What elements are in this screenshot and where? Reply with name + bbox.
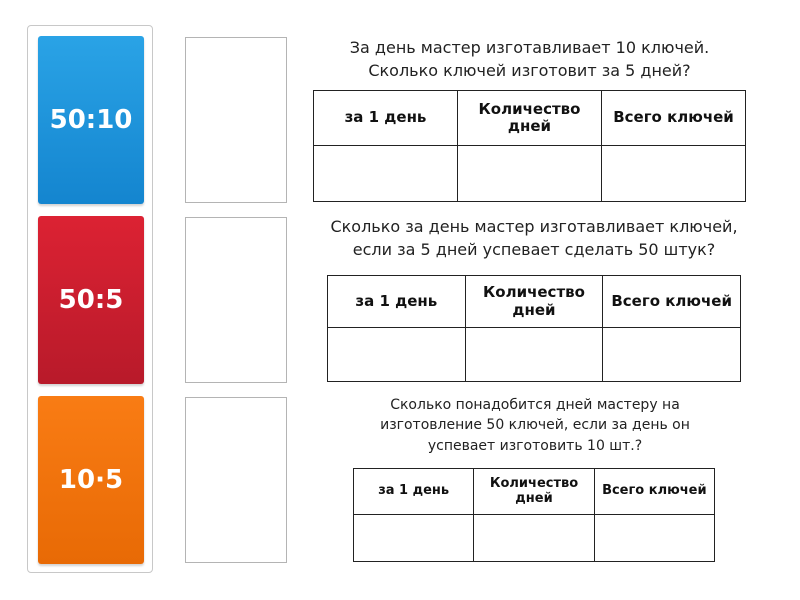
- table-cell: [603, 328, 741, 382]
- table-cell: [458, 146, 602, 202]
- table-header: Количество дней: [474, 469, 594, 515]
- card-label: 10·5: [58, 465, 124, 495]
- answer-card-50-10[interactable]: [38, 36, 144, 204]
- question-line: Сколько понадобится дней мастеру на: [390, 397, 680, 413]
- table-cell: [328, 328, 466, 382]
- table-header: Количество дней: [465, 276, 603, 328]
- table-cell: [474, 515, 594, 562]
- table-cell: [354, 515, 474, 562]
- question-line: За день мастер изготавливает 10 ключей.: [349, 38, 710, 57]
- table-header: Количество дней: [458, 91, 602, 146]
- table-header: Всего ключей: [594, 469, 714, 515]
- problem-1-question: [313, 36, 746, 82]
- problem-3-question: [355, 395, 715, 456]
- table-header: Всего ключей: [602, 91, 746, 146]
- card-label: 50:10: [49, 105, 133, 135]
- table-cell: [602, 146, 746, 202]
- answer-card-10x5[interactable]: [38, 396, 144, 564]
- table-header: за 1 день: [354, 469, 474, 515]
- problem-2-question: [320, 215, 748, 261]
- problem-3-table: [353, 468, 715, 562]
- question-line: если за 5 дней успевает сделать 50 штук?: [352, 240, 716, 260]
- question-line: успевает изготовить 10 шт.?: [427, 437, 643, 454]
- card-tray: [27, 25, 153, 573]
- table-header: за 1 день: [328, 276, 466, 328]
- question-line: изготовление 50 ключей, если за день он: [380, 417, 690, 434]
- table-header: Всего ключей: [603, 276, 741, 328]
- table-cell: [465, 328, 603, 382]
- drop-zone-2[interactable]: [185, 217, 287, 383]
- question-line: Сколько ключей изготовит за 5 дней?: [368, 61, 691, 81]
- answer-card-50-5[interactable]: [38, 216, 144, 384]
- drop-zone-3[interactable]: [185, 397, 287, 563]
- drop-zone-1[interactable]: [185, 37, 287, 203]
- question-line: Сколько за день мастер изготавливает ключей,: [330, 217, 738, 236]
- table-header: за 1 день: [314, 91, 458, 146]
- card-label: 50:5: [58, 285, 124, 315]
- table-cell: [594, 515, 714, 562]
- table-cell: [314, 146, 458, 202]
- problem-2-table: [327, 275, 741, 382]
- problem-1-table: [313, 90, 746, 202]
